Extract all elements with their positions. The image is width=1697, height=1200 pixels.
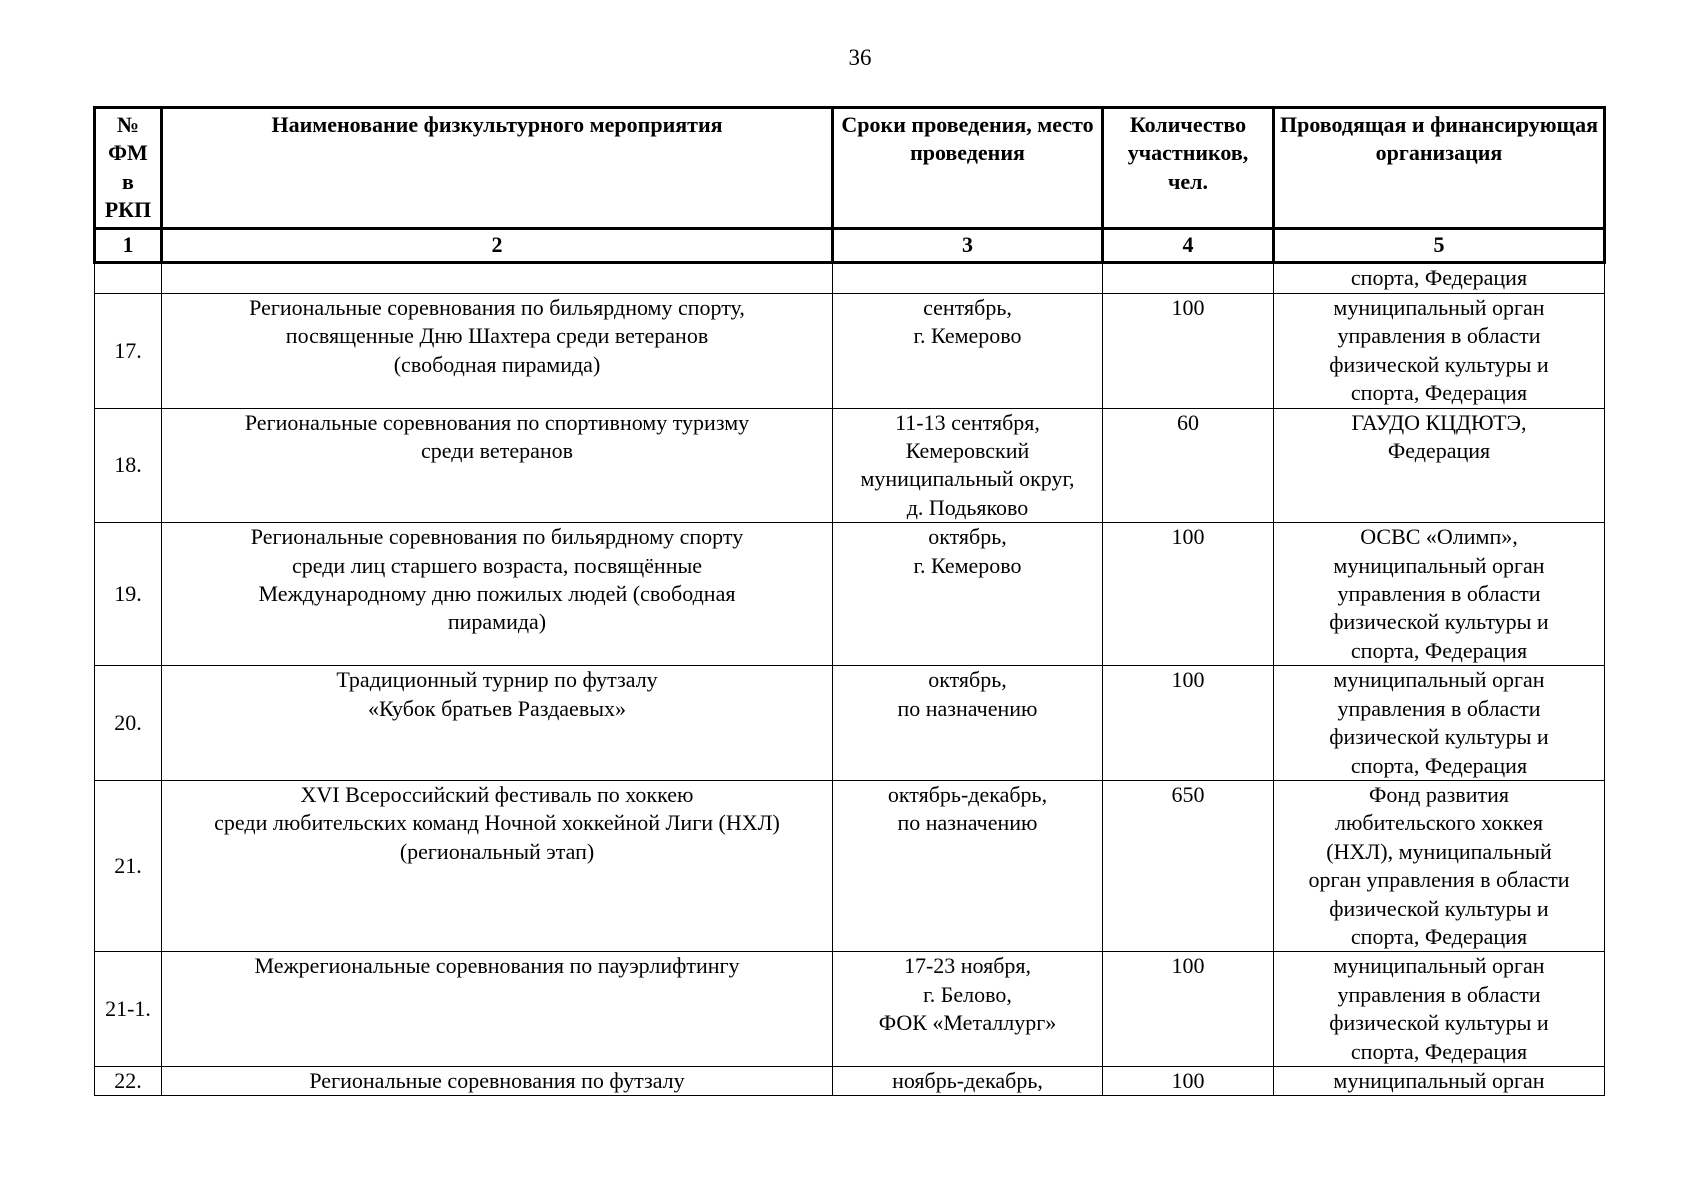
header-participants: Количество участников, чел. bbox=[1103, 108, 1274, 229]
cell-participants: 100 bbox=[1103, 523, 1274, 666]
cell-dates-place: сентябрь, г. Кемерово bbox=[833, 294, 1103, 409]
cell-organization: муниципальный орган управления в области физической культуры и спорта, Федерация bbox=[1274, 294, 1605, 409]
events-table bbox=[93, 106, 1606, 1096]
cell-event-name: Региональные соревнования по спортивному туризму среди ветеранов bbox=[162, 408, 833, 523]
column-number-5: 5 bbox=[1274, 229, 1605, 263]
cell-organization: ОСВС «Олимп», муниципальный орган управления в области физической культуры и спорта, Федерация bbox=[1274, 523, 1605, 666]
header-row bbox=[95, 108, 1605, 229]
cell-event-name: Региональные соревнования по бильярдному спорту среди лиц старшего возраста, посвящённые Международному дню пожилых людей (свободная пирамида) bbox=[162, 523, 833, 666]
cell-number: 19. bbox=[95, 523, 162, 666]
column-number-4: 4 bbox=[1103, 229, 1274, 263]
cell-participants bbox=[1103, 263, 1274, 294]
cell-dates-place bbox=[833, 263, 1103, 294]
cell-event-name: Традиционный турнир по футзалу «Кубок братьев Раздаевых» bbox=[162, 666, 833, 781]
header-number: № ФМ в РКП bbox=[95, 108, 162, 229]
table-row bbox=[95, 1066, 1605, 1095]
cell-number: 17. bbox=[95, 294, 162, 409]
cell-event-name: Региональные соревнования по бильярдному спорту, посвященные Дню Шахтера среди ветеранов (свободная пирамида) bbox=[162, 294, 833, 409]
cell-number bbox=[95, 263, 162, 294]
cell-event-name: XVI Всероссийский фестиваль по хоккею среди любительских команд Ночной хоккейной Лиги (НХЛ) (региональный этап) bbox=[162, 780, 833, 951]
cell-participants: 100 bbox=[1103, 294, 1274, 409]
cell-participants: 100 bbox=[1103, 1066, 1274, 1095]
column-number-3: 3 bbox=[833, 229, 1103, 263]
cell-number: 18. bbox=[95, 408, 162, 523]
cell-organization: муниципальный орган управления в области физической культуры и спорта, Федерация bbox=[1274, 666, 1605, 781]
cell-organization: муниципальный орган управления в области физической культуры и спорта, Федерация bbox=[1274, 952, 1605, 1067]
cell-participants: 650 bbox=[1103, 780, 1274, 951]
cell-dates-place: ноябрь-декабрь, bbox=[833, 1066, 1103, 1095]
cell-event-name bbox=[162, 263, 833, 294]
cell-number: 20. bbox=[95, 666, 162, 781]
cell-participants: 100 bbox=[1103, 666, 1274, 781]
table-header bbox=[95, 108, 1605, 263]
cell-organization: Фонд развития любительского хоккея (НХЛ), муниципальный орган управления в области физической культуры и спорта, Федерация bbox=[1274, 780, 1605, 951]
column-number-row bbox=[95, 229, 1605, 263]
cell-dates-place: 17-23 ноября, г. Белово, ФОК «Металлург» bbox=[833, 952, 1103, 1067]
cell-participants: 60 bbox=[1103, 408, 1274, 523]
cell-organization: муниципальный орган bbox=[1274, 1066, 1605, 1095]
cell-event-name: Межрегиональные соревнования по пауэрлифтингу bbox=[162, 952, 833, 1067]
header-event-name: Наименование физкультурного мероприятия bbox=[162, 108, 833, 229]
cell-number: 21. bbox=[95, 780, 162, 951]
cell-dates-place: октябрь-декабрь, по назначению bbox=[833, 780, 1103, 951]
column-number-1: 1 bbox=[95, 229, 162, 263]
table-row bbox=[95, 294, 1605, 409]
page-number: 36 bbox=[848, 45, 872, 70]
table-body bbox=[95, 263, 1605, 1096]
table-row bbox=[95, 952, 1605, 1067]
header-organization: Проводящая и финансирующая организация bbox=[1274, 108, 1605, 229]
header-dates-place: Сроки проведения, место проведения bbox=[833, 108, 1103, 229]
column-number-2: 2 bbox=[162, 229, 833, 263]
cell-dates-place: октябрь, г. Кемерово bbox=[833, 523, 1103, 666]
table-row bbox=[95, 408, 1605, 523]
table-row bbox=[95, 523, 1605, 666]
table-row bbox=[95, 666, 1605, 781]
cell-participants: 100 bbox=[1103, 952, 1274, 1067]
cell-dates-place: октябрь, по назначению bbox=[833, 666, 1103, 781]
cell-event-name: Региональные соревнования по футзалу bbox=[162, 1066, 833, 1095]
cell-number: 22. bbox=[95, 1066, 162, 1095]
cell-organization: ГАУДО КЦДЮТЭ, Федерация bbox=[1274, 408, 1605, 523]
table-row bbox=[95, 780, 1605, 951]
cell-organization: спорта, Федерация bbox=[1274, 263, 1605, 294]
cell-dates-place: 11-13 сентября, Кемеровский муниципальный округ, д. Подьяково bbox=[833, 408, 1103, 523]
cell-number: 21-1. bbox=[95, 952, 162, 1067]
continuation-row bbox=[95, 263, 1605, 294]
